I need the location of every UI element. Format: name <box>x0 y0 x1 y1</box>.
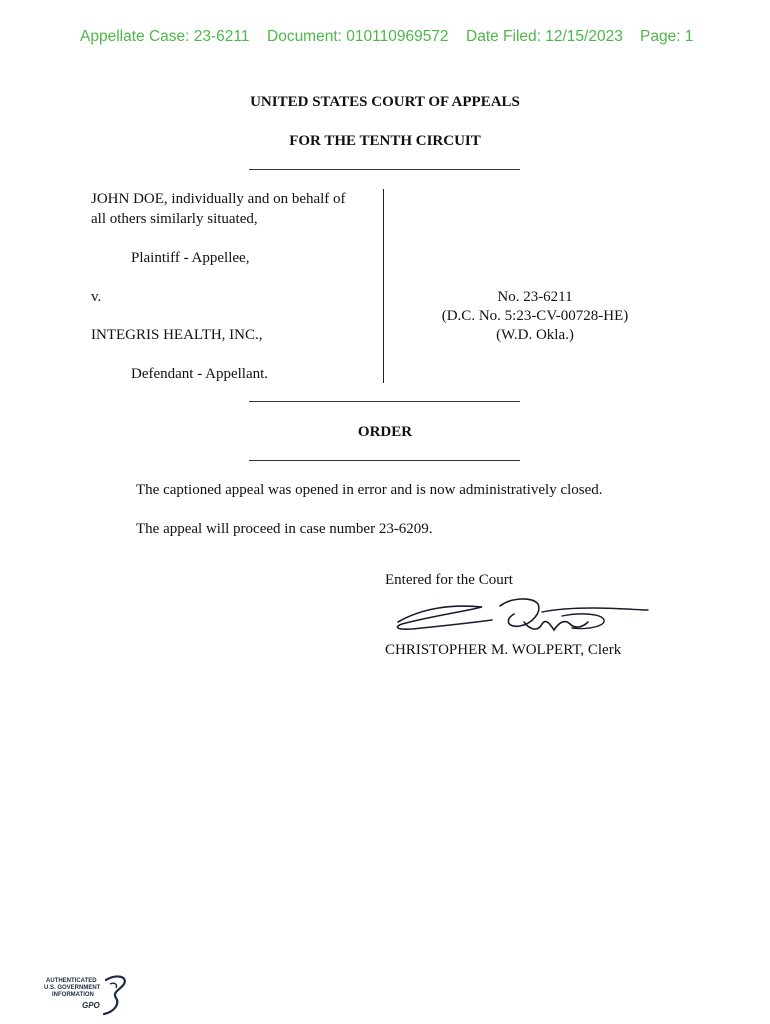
header-document-number: Document: 010110969572 <box>267 28 449 45</box>
divider-middle <box>249 401 520 402</box>
caption-divider <box>383 189 384 383</box>
clerk-name: CHRISTOPHER M. WOLPERT, Clerk <box>385 642 622 658</box>
versus: v. <box>91 289 102 305</box>
filing-header <box>0 28 770 48</box>
circuit-name: FOR THE TENTH CIRCUIT <box>289 133 481 149</box>
seal-line-4: GPO <box>82 1001 100 1010</box>
plaintiff-name: JOHN DOE, individually and on behalf of <box>91 191 346 207</box>
header-date-filed: Date Filed: 12/15/2023 <box>466 28 623 45</box>
case-number: No. 23-6211 <box>497 289 573 305</box>
plaintiff-role: Plaintiff - Appellee, <box>131 250 250 266</box>
order-paragraph-2: The appeal will proceed in case number 23-6209. <box>136 521 433 537</box>
seal-line-3: INFORMATION <box>52 992 94 998</box>
gpo-authentication-seal-icon <box>44 972 134 1018</box>
order-heading: ORDER <box>357 424 413 440</box>
header-case-number: Appellate Case: 23-6211 <box>80 28 250 45</box>
court-name: UNITED STATES COURT OF APPEALS <box>250 94 520 110</box>
divider-top <box>249 169 520 170</box>
defendant-name: INTEGRIS HEALTH, INC., <box>91 327 263 343</box>
order-paragraph-1: The captioned appeal was opened in error and is now administratively closed. <box>136 482 603 498</box>
clerk-signature <box>392 594 652 638</box>
district: (W.D. Okla.) <box>496 327 574 343</box>
defendant-role: Defendant - Appellant. <box>131 366 269 382</box>
entered-for-court: Entered for the Court <box>385 572 513 588</box>
seal-line-2: U.S. GOVERNMENT <box>44 985 101 991</box>
district-court-number: (D.C. No. 5:23-CV-00728-HE) <box>441 308 629 324</box>
header-page-number: Page: 1 <box>640 28 694 45</box>
seal-line-1: AUTHENTICATED <box>46 978 97 984</box>
plaintiff-name-cont: all others similarly situated, <box>91 211 258 227</box>
divider-bottom <box>249 460 520 461</box>
